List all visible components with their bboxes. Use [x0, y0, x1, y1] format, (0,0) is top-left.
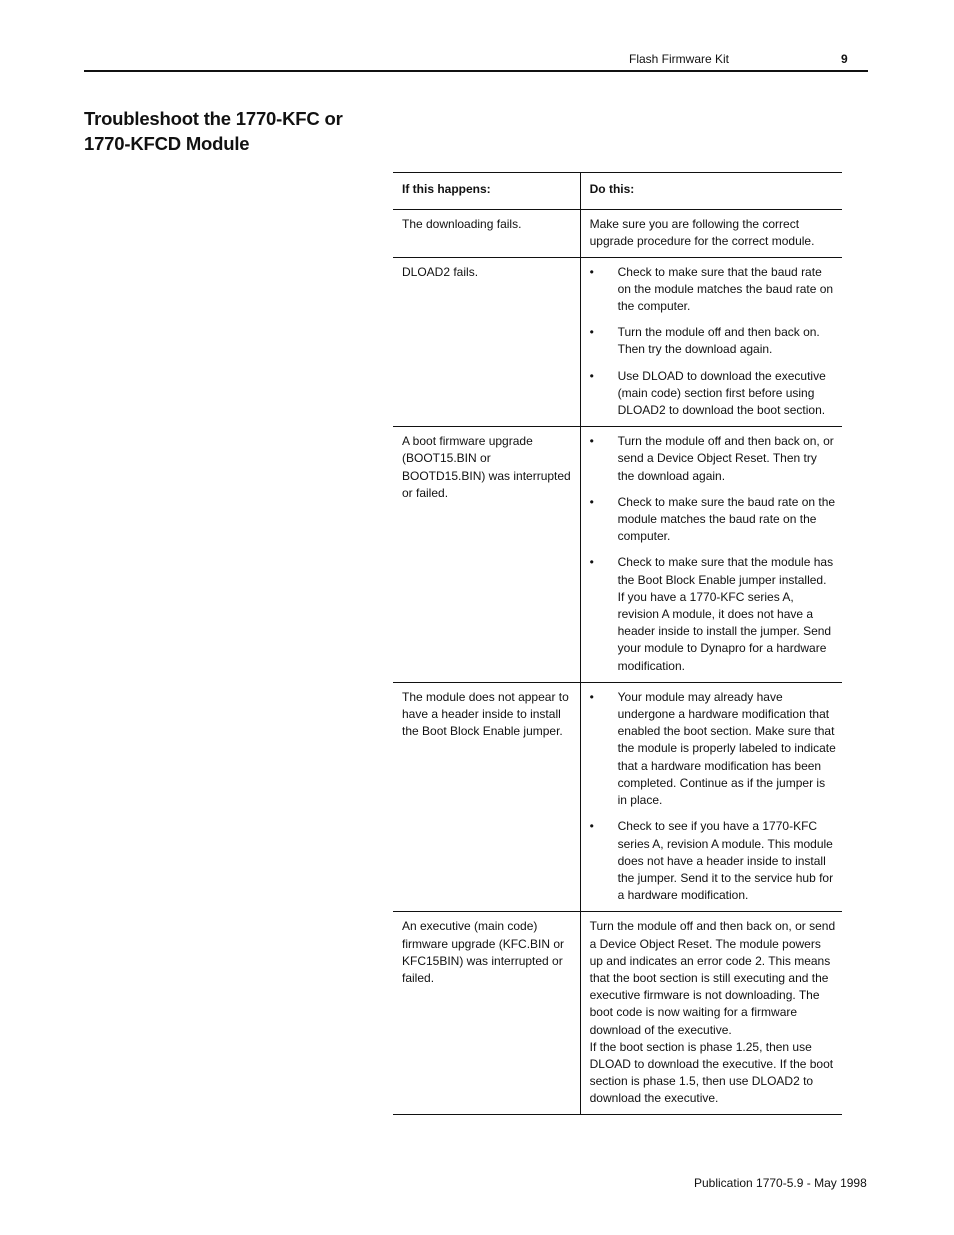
page-number: 9 — [841, 52, 848, 66]
problem-text: The module does not appear to have a header inside to install the Boot Block Enable jumper. — [402, 689, 569, 739]
solution-bullet-text: Turn the module off and then back on, or send a Device Object Reset. Then try the download again. — [617, 434, 834, 483]
problem-cell — [393, 682, 580, 911]
solution-cell — [580, 427, 842, 683]
solution-bullet-text: Check to make sure the baud rate on the module matches the baud rate on the computer. — [617, 494, 836, 544]
section-title — [84, 106, 364, 156]
solution-cell — [580, 682, 842, 911]
solution-bullet-list — [590, 433, 836, 675]
problem-text: DLOAD2 fails. — [402, 264, 479, 279]
solution-bullet-text: Check to see if you have a 1770-KFC series A, revision A module. This module does not have a header inside to install the jumper. Send it to the service hub for a hardware modification. — [617, 819, 834, 903]
problem-cell — [393, 257, 580, 427]
solution-paragraph: Turn the module off and then back on, or send a Device Object Reset. The module powers up and indicates an error code 2. This means that the boot section is still executing and the executive firmware is not downloading. The boot code is now waiting for a firmware download of the executive. — [589, 919, 836, 1037]
bullet-icon: • — [589, 819, 594, 834]
running-header-title: Flash Firmware Kit — [629, 52, 730, 66]
solution-bullet-text: Your module may already have undergone a hardware modification that enabled the boot section. Make sure that the module is properly labeled to indicate that a hardware modification has been completed. Continue as if the jumper is in place. — [617, 689, 836, 808]
solution-bullet-text: Turn the module off and then back on. Then try the download again. — [617, 325, 820, 357]
bullet-icon: • — [589, 434, 594, 449]
table-row — [393, 427, 842, 683]
bullet-icon: • — [589, 689, 594, 704]
solution-bullet-list — [590, 689, 836, 904]
table-header-row — [393, 173, 842, 210]
solution-bullet-item — [590, 324, 836, 358]
solution-bullet-text: Use DLOAD to download the executive (main code) section first before using DLOAD2 to download the boot section. — [617, 368, 826, 418]
problem-cell — [393, 210, 580, 257]
table-row — [393, 682, 842, 911]
problem-text: A boot firmware upgrade (BOOT15.BIN or BOOTD15.BIN) was interrupted or failed. — [402, 434, 571, 500]
bullet-icon: • — [589, 264, 594, 279]
problem-cell — [393, 427, 580, 683]
solution-bullet-list — [590, 264, 836, 420]
problem-text: An executive (main code) firmware upgrade (KFC.BIN or KFC15BIN) was interrupted or failed. — [402, 919, 565, 985]
solution-bullet-text: Check to make sure that the module has the Boot Block Enable jumper installed. If you have a 1770-KFC series A, revision A module, it does not have a header inside to install the jumper. Send your module to Dynapro for a hardware modification. — [617, 555, 834, 673]
header-rule — [84, 70, 868, 72]
solution-bullet-text: Check to make sure that the baud rate on the module matches the baud rate on the computer. — [617, 264, 834, 314]
column-header-solution: Do this: — [589, 182, 635, 196]
solution-bullet-item — [590, 368, 836, 420]
solution-cell — [580, 257, 842, 427]
section-title-line2: 1770-KFCD Module — [84, 133, 250, 154]
bullet-icon: • — [589, 325, 594, 340]
troubleshooting-table — [393, 172, 842, 1115]
solution-bullet-item — [590, 818, 836, 904]
bullet-icon: • — [589, 555, 594, 570]
solution-bullet-item — [590, 494, 836, 546]
solution-paragraph: If the boot section is phase 1.25, then use DLOAD to download the executive. If the boot section is phase 1.5, then use DLOAD2 to download the executive. — [589, 1039, 834, 1106]
solution-bullet-item — [590, 433, 836, 485]
table-row — [393, 257, 842, 427]
problem-text: The downloading fails. — [402, 217, 522, 232]
solution-bullet-item — [590, 264, 836, 316]
table-row — [393, 210, 842, 257]
solution-bullet-item — [590, 689, 836, 809]
solution-paragraph: Make sure you are following the correct upgrade procedure for the correct module. — [589, 217, 815, 249]
solution-cell — [580, 210, 842, 257]
bullet-icon: • — [589, 368, 594, 383]
solution-cell — [580, 912, 842, 1114]
section-title-line1: Troubleshoot the 1770-KFC or — [84, 108, 343, 129]
problem-cell — [393, 912, 580, 1114]
column-header-problem: If this happens: — [393, 173, 580, 210]
bullet-icon: • — [589, 494, 594, 509]
table-row — [393, 912, 842, 1114]
publication-footer: Publication 1770-5.9 - May 1998 — [694, 1176, 867, 1190]
solution-bullet-item — [590, 554, 836, 674]
